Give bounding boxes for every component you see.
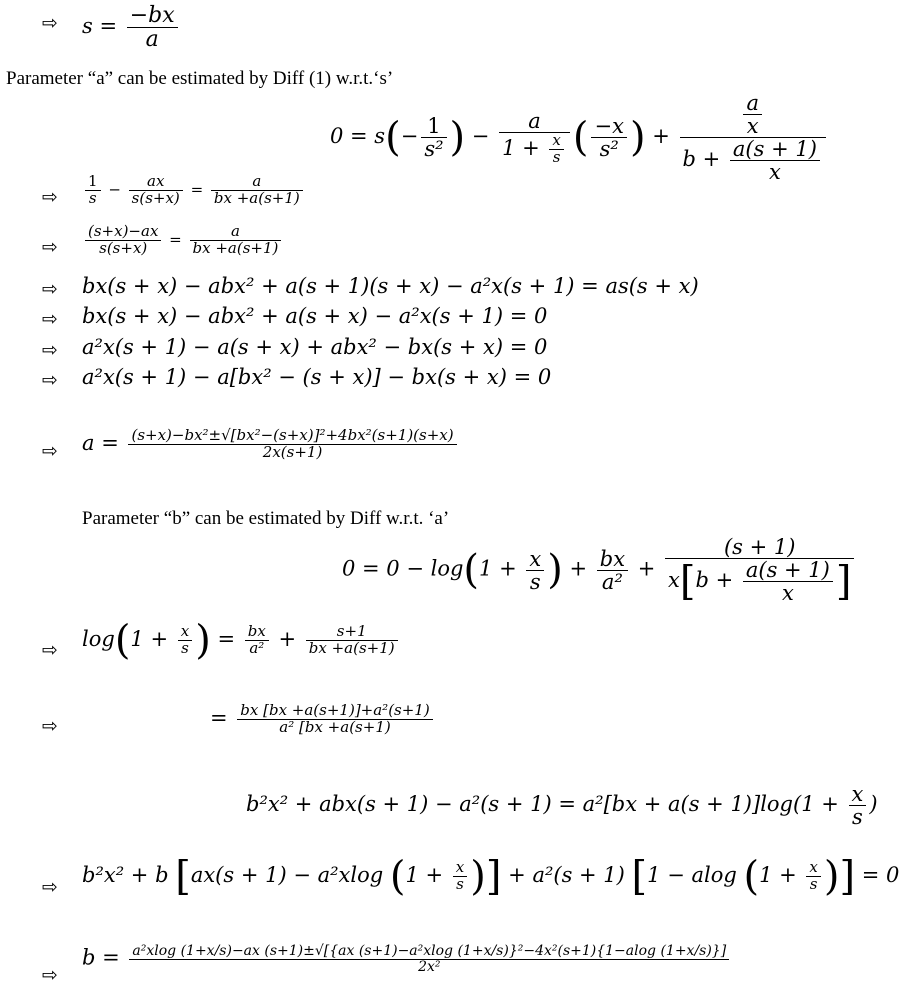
equation-5: bx(s + x) − abx² + a(s + x) − a²x(s + 1) = 0 <box>82 304 548 328</box>
equation-9: 0 = 0 − log(1 + $\frac{x}{s}$ ) + $\frac{bx}{\text{a²}}$ + (s + 1) x[b + $\frac{a(s + 1)}{x}$ ] <box>342 536 857 604</box>
eq13-part2: ax(s + 1) − a²xlog <box>190 862 384 887</box>
eq10-frac3-num: s+1 <box>306 624 398 641</box>
eq13-part5: = 0 <box>861 862 899 887</box>
eq1-frac2-den-pre: 1 + <box>502 135 540 160</box>
implies-arrow-icon: ⇨ <box>42 186 58 208</box>
eq9-frac2-num: bx <box>597 548 628 571</box>
eq12-frac-num: x <box>849 783 867 806</box>
paragraph-parameter-a: Parameter “a” can be estimated by Diff (1) w.r.t.‘s’ <box>6 68 394 89</box>
eq1-frac3-den: s² <box>599 137 619 162</box>
implies-arrow-icon: ⇨ <box>42 715 58 737</box>
eq13-frac1-num: x <box>453 860 467 877</box>
eq12-frac-den: s <box>852 805 863 830</box>
eq10-frac2-num: bx <box>245 624 269 641</box>
eq8-numerator: (s+x)−bx²±√[bx²−(s+x)]²+4bx²(s+1)(s+x) <box>128 428 456 445</box>
eq9-frac1-den: s <box>529 569 541 594</box>
eq13-frac2-den: s <box>809 874 818 893</box>
eq9-frac1-num: x <box>526 548 544 571</box>
eq3-frac2-den: bx +a(s+1) <box>192 238 279 257</box>
eq9-frac3-num: (s + 1) <box>665 536 854 559</box>
implies-arrow-icon: ⇨ <box>42 876 58 898</box>
eq1-frac2-den-den: s <box>552 147 561 166</box>
eq1-frac4-den-pre: b + <box>682 147 721 172</box>
eq13-frac2-num: x <box>806 860 820 877</box>
eq8-denominator: 2x(s+1) <box>262 442 323 461</box>
implies-arrow-icon: ⇨ <box>42 12 58 34</box>
equation-8 <box>82 428 460 461</box>
eq-s-denominator: a <box>145 27 159 53</box>
equation-11: = $\frac{\text{bx [bx +a(s+1)]+a²(s+1)}}{\text{a² [bx +a(s+1)}}$ <box>210 703 436 736</box>
eq1-frac2-num: a <box>499 110 570 133</box>
eq1-frac1-num: 1 <box>421 115 446 138</box>
eq1-frac4-den-den: x <box>768 160 781 185</box>
eq14-lhs: b = <box>82 945 120 970</box>
eq1-frac2-den-num: x <box>549 133 563 150</box>
eq10-lhs: log <box>82 626 115 651</box>
eq10-frac1-den: s <box>181 638 189 657</box>
eq2-frac3-num: a <box>211 174 303 191</box>
equation-2: $\frac{1}{s}$ − $\frac{ax}{s(s+x)}$ = $\frac{a}{bx +a(s+1)}$ <box>82 174 306 207</box>
eq2-frac1-den: s <box>88 188 97 207</box>
eq2-frac2-den: s(s+x) <box>131 188 180 207</box>
eq1-frac4-num-num: a <box>743 92 762 115</box>
equation-1: 0 = s(− $\frac{1}{\text{s²}}$ ) − a 1 + $\frac{x}{s}$ ( $\frac{-x}{\text{s²}}$ ) + $\frac{a}{x}$ b + $\frac{a(s + 1)}{x}$ <box>330 92 829 183</box>
equation-7: a²x(s + 1) − a[bx² − (s + x)] − bx(s + x) = 0 <box>82 365 552 389</box>
implies-arrow-icon: ⇨ <box>42 639 58 661</box>
eq12-lhs: b²x² + abx(s + 1) − a²(s + 1) = a²[bx + a(s + 1)]log⁡(1 + <box>246 792 839 817</box>
eq11-numerator: bx [bx +a(s+1)]+a²(s+1) <box>237 703 432 720</box>
eq3-frac1-den: s(s+x) <box>99 238 148 257</box>
eq9-part: 0 = 0 − log <box>342 556 464 581</box>
eq1-frac4-den-num: a(s + 1) <box>730 138 820 161</box>
eq1-frac3-num: −x <box>591 115 626 138</box>
equation-4: bx(s + x) − abx² + a(s + 1)(s + x) − a²x(s + 1) = as(s + x) <box>82 274 699 298</box>
eq2-frac3-den: bx +a(s+1) <box>213 188 300 207</box>
eq13-part1: b²x² + b <box>82 862 169 887</box>
eq11-denominator: a² [bx +a(s+1) <box>279 717 391 736</box>
implies-arrow-icon: ⇨ <box>42 369 58 391</box>
eq8-lhs: a = <box>82 430 119 455</box>
equation-13: b²x² + b [ax(s + 1) − a²xlog (1 + $\frac{x}{s}$ )] + a²(s + 1) [1 − alog (1 + $\frac{x}{s}$ )] = 0 <box>82 853 899 900</box>
implies-arrow-icon: ⇨ <box>42 278 58 300</box>
eq2-frac1-num: 1 <box>85 174 101 191</box>
eq10-frac2-den: a² <box>249 638 265 657</box>
eq14-numerator: a²xlog (1+x/s)−ax (s+1)±√[{ax (s+1)−a²xlog (1+x/s)}²−4x²(s+1){1−alog (1+x/s)}] <box>129 944 729 960</box>
eq-s-lhs: s = <box>82 14 118 39</box>
eq13-part4: 1 − alog <box>647 862 737 887</box>
eq1-frac1-den: s² <box>424 137 444 162</box>
eq9-frac3-den-pre: x <box>668 568 680 593</box>
equation-s <box>82 4 181 51</box>
equation-10: log(1 + $\frac{x}{s}$ ) = $\frac{bx}{\text{a²}}$ + $\frac{s+1}{bx +a(s+1)}$ <box>82 624 401 657</box>
paragraph-parameter-b: Parameter “b” can be estimated by Diff w.r.t. ‘a’ <box>82 508 450 529</box>
equation-6: a²x(s + 1) − a(s + x) + abx² − bx(s + x) = 0 <box>82 335 548 359</box>
eq3-frac1-num: (s+x)−ax <box>85 224 161 241</box>
eq9-frac3-den-den: x <box>781 581 794 606</box>
equation-14 <box>82 944 732 974</box>
eq10-frac3-den: bx +a(s+1) <box>308 638 395 657</box>
implies-arrow-icon: ⇨ <box>42 339 58 361</box>
eq13-part3: + a²(s + 1) <box>508 862 625 887</box>
implies-arrow-icon: ⇨ <box>42 308 58 330</box>
eq14-denominator: 2x² <box>418 958 441 975</box>
eq1-part: 0 = s <box>330 124 386 149</box>
implies-arrow-icon: ⇨ <box>42 236 58 258</box>
implies-arrow-icon: ⇨ <box>42 964 58 986</box>
implies-arrow-icon: ⇨ <box>42 440 58 462</box>
eq9-frac2-den: a² <box>601 569 623 594</box>
eq2-frac2-num: ax <box>129 174 183 191</box>
equation-12: b²x² + abx(s + 1) − a²(s + 1) = a²[bx + a(s + 1)]log⁡(1 + $\frac{x}{s}$ ) <box>246 782 878 830</box>
eq1-frac4-num-den: x <box>746 114 759 139</box>
eq9-frac3-den-b: b + <box>695 568 734 593</box>
eq13-frac1-den: s <box>456 874 464 893</box>
eq10-frac1-num: x <box>178 624 192 641</box>
eq-s-numerator: −bx <box>127 4 178 28</box>
eq3-frac2-num: a <box>190 224 282 241</box>
eq9-frac3-den-num: a(s + 1) <box>743 559 833 582</box>
equation-3: $\frac{(s+x)-ax}{s(s+x)}$ = $\frac{a}{bx +a(s+1)}$ <box>82 224 284 257</box>
